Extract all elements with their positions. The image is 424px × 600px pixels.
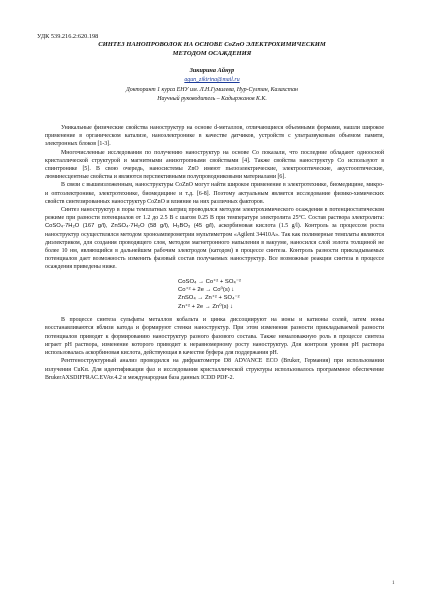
- paragraph-3: В связи с вышеизложенным, наноструктуры CoZnO могут найти широкое применение в электротехнике, биомедицине, микро- и оптоэлектронике, электротехнике, биомедицине и т.д. [6-8]. Поэтому актуальным является исследование физико-химических свойств синтезированных наноструктур CoZnO и влияние на них различных факторов.: [45, 182, 384, 205]
- article-body: [45, 124, 384, 382]
- author-affiliation: [0, 86, 424, 104]
- article-title: [40, 40, 384, 58]
- reaction-3: ZnSO₄ → Zn⁺² + SO₄⁻²: [178, 295, 240, 302]
- paragraph-4: [45, 206, 384, 272]
- author-email-link[interactable]: agun_zikirina@mail.ru: [184, 77, 240, 83]
- reaction-1: CoSO₄ → Co⁺² + SO₄⁻²: [178, 278, 241, 285]
- electrolyte-formula: CoSO₄·7H₂O (167 g/l), ZnSO₄·7H₂O (58 g/l), H₃BO₃ (45 g/l),: [45, 223, 216, 230]
- page-number: 1: [392, 580, 395, 586]
- reaction-equations: [178, 278, 384, 312]
- author-name: Зикирина Айнур: [189, 67, 235, 74]
- paragraph-2: Многочисленные исследования по получению наноструктур на основе Co показали, что последние обладают одноосной кристаллической структурой и магнитными анизотропными свойствами [4]. Также свойства наноструктур Co используют в спинтронике [5]. В свою очередь, наносистемы ZnO имеют пьезоэлектрические, электрооптические, акустооптические, люминесцентные свойства и являются перспективными полупроводниковыми материалами [6].: [45, 149, 384, 181]
- paragraph-4-text: Синтез наноструктур в поры темплатных матриц проводился методом электрохимического осаждения в потенциостатическом режиме при разности потенциалов от 1.2 до 2.5 В с шагом 0.25 В при температуре электролита 25°С. Состав раствора электролита:: [45, 207, 384, 222]
- udk-code: УДК 539.216.2:620.198: [37, 33, 99, 40]
- paragraph-6: Рентгеноструктурный анализ проводился на дифрактометре D8 ADVANCE ECO (Bruker, Германия) при использовании излучения CuKα. Для идентификации фаз и исследования кристаллической структуры использовалось программное обеспечение BrukerAXSDIFFRAC.EVAv.4.2 и международная база данных ICDD PDF-2.: [45, 358, 384, 381]
- title-line-1: СИНТЕЗ НАНОПРОВОЛОК НА ОСНОВЕ CoZnO ЭЛЕКТРОХИМИЧЕСКИМ: [98, 41, 326, 48]
- title-line-2: МЕТОДОМ ОСАЖДЕНИЯ: [172, 50, 252, 58]
- supervisor-text: Научный руководитель – Кадыржанов К.К.: [157, 95, 267, 102]
- paragraph-5: В процессе синтеза сульфаты металлов кобальта и цинка диссоциируют на ионы и катионы солей, затем ионы восстанавливаются вблизи катода и формируют стенки наноструктур. При этом изменения разности прикладываемой разности потенциалов приводят к формированию наноструктур разного фазового состава. Также немаловажную роль в процессе синтеза играет pH раствора, изменение которого приводит к неравномерному росту наноструктур. Для контроля уровня pH раствора использовалась аскорбиновая кислота, действующая в качестве буфера для поддержания pH.: [45, 317, 384, 357]
- paragraph-4-continuation: аскорбиновая кислота (1.5 g/l). Контроль за процессом роста наноструктур осуществлялся методом хроноамперометрии мультиметром «Agilent 34410A». Так как полимерные темплаты являются диэлектриком, для создания проводящего слоя, методом магнетронного напыления в вакууме, наносился слой золота толщиной не более 10 нм, являющийся в дальнейшем рабочим электродом (катодом) в процессе синтеза. Контроль разности прикладываемых потенциалов дает возможность изменить фазовый состав получаемых наноструктур. Все возможные реакции синтеза в процессе осаждения приведены ниже.: [45, 223, 384, 271]
- affiliation-text: Докторант 1 курса ЕНУ им. Л.Н.Гумилева, Нур-Султан, Казахстан: [126, 87, 298, 93]
- reaction-4: Zn⁺² + 2e → Zn⁰(s) ↓: [178, 303, 234, 310]
- reaction-2: Co⁺² + 2e → Co⁰(s) ↓: [178, 287, 235, 294]
- paragraph-1: Уникальные физические свойства наноструктур на основе d-металлов, отличающиеся объемными формами, нашли широкое применение в органическом катализе, наноэлектронике в качестве датчиков, устройств с ультразвуковым объемом памяти, электронных блоков [1-3].: [45, 125, 384, 148]
